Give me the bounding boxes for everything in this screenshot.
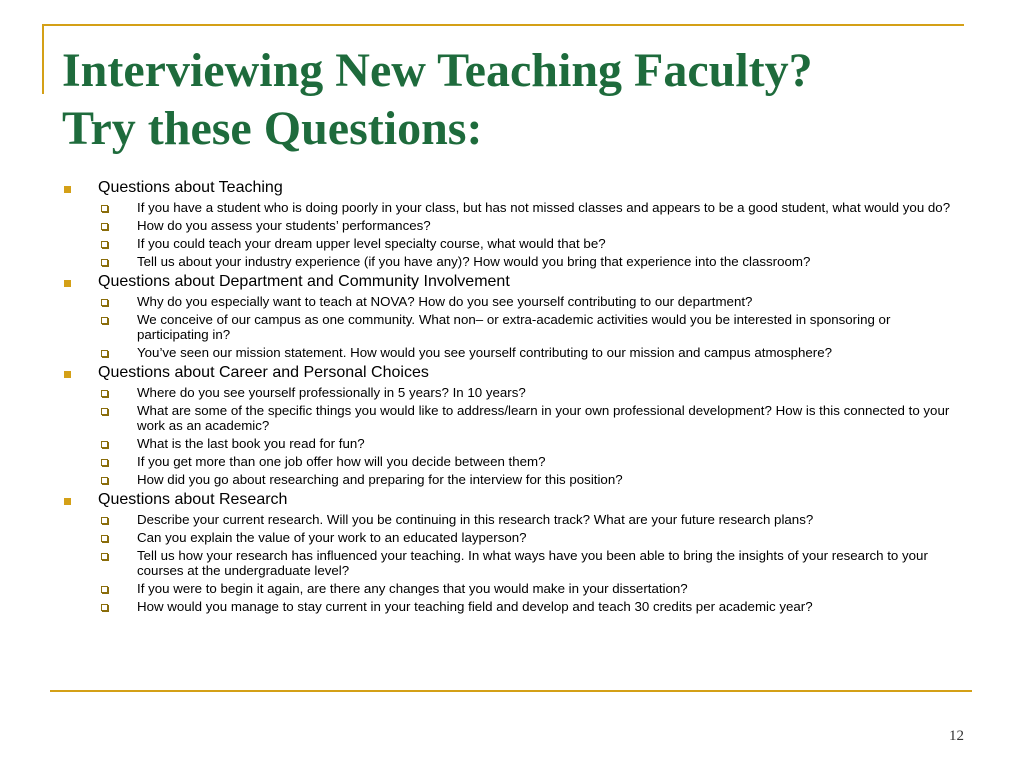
bottom-rule	[50, 690, 972, 692]
question-list	[98, 294, 962, 360]
hollow-square-bullet-icon	[101, 517, 108, 524]
hollow-square-bullet-icon	[101, 477, 108, 484]
section-department-community	[62, 272, 962, 360]
hollow-square-bullet-icon	[101, 317, 108, 324]
hollow-square-bullet-icon	[101, 586, 108, 593]
question-item	[98, 530, 962, 545]
question-text: If you have a student who is doing poorly in your class, but has not missed classes and appears to be a good student, what would you do?	[137, 200, 951, 215]
section-teaching	[62, 178, 962, 269]
question-item	[98, 436, 962, 451]
question-text: Describe your current research. Will you be continuing in this research track? What are your future research plans?	[137, 512, 814, 527]
section-heading: Questions about Career and Personal Choices	[98, 364, 429, 381]
question-item	[98, 200, 962, 215]
hollow-square-bullet-icon	[101, 604, 108, 611]
question-text: How would you manage to stay current in your teaching field and develop and teach 30 credits per academic year?	[137, 599, 813, 614]
question-text: If you could teach your dream upper level specialty course, what would that be?	[137, 236, 606, 251]
question-sections	[62, 178, 962, 617]
slide-title-line-1: Interviewing New Teaching Faculty?	[62, 44, 813, 97]
question-text: Where do you see yourself professionally in 5 years? In 10 years?	[137, 385, 526, 400]
question-text: Tell us how your research has influenced your teaching. In what ways have you been able to bring the insights of your research to your courses at the undergraduate level?	[137, 548, 928, 578]
question-text: We conceive of our campus as one community. What non– or extra-academic activities would you be interested in sponsoring or participating in?	[137, 312, 891, 342]
top-rule	[42, 24, 964, 26]
question-item	[98, 312, 962, 342]
question-item	[98, 385, 962, 400]
hollow-square-bullet-icon	[101, 535, 108, 542]
section-heading: Questions about Research	[98, 491, 288, 508]
hollow-square-bullet-icon	[101, 441, 108, 448]
hollow-square-bullet-icon	[101, 223, 108, 230]
question-item	[98, 581, 962, 596]
question-item	[98, 472, 962, 487]
square-bullet-icon	[64, 371, 71, 378]
square-bullet-icon	[64, 498, 71, 505]
question-item	[98, 599, 962, 614]
question-text: If you were to begin it again, are there any changes that you would make in your dissertation?	[137, 581, 688, 596]
question-text: You’ve seen our mission statement. How would you see yourself contributing to our mission and campus atmosphere?	[137, 345, 833, 360]
question-item	[98, 345, 962, 360]
question-item	[98, 454, 962, 469]
question-item	[98, 294, 962, 309]
question-list	[98, 512, 962, 614]
section-heading: Questions about Teaching	[98, 179, 283, 196]
section-research	[62, 490, 962, 614]
square-bullet-icon	[64, 186, 71, 193]
question-item	[98, 548, 962, 578]
hollow-square-bullet-icon	[101, 241, 108, 248]
question-text: If you get more than one job offer how will you decide between them?	[137, 454, 546, 469]
slide-title	[62, 42, 962, 158]
slide-title-line-2: Try these Questions:	[62, 102, 483, 155]
hollow-square-bullet-icon	[101, 459, 108, 466]
question-list	[98, 385, 962, 487]
page-number: 12	[949, 728, 964, 744]
question-list	[98, 200, 962, 269]
hollow-square-bullet-icon	[101, 299, 108, 306]
square-bullet-icon	[64, 280, 71, 287]
question-text: What is the last book you read for fun?	[137, 436, 365, 451]
question-text: Can you explain the value of your work to an educated layperson?	[137, 530, 527, 545]
hollow-square-bullet-icon	[101, 553, 108, 560]
question-item	[98, 512, 962, 527]
question-item	[98, 236, 962, 251]
question-item	[98, 218, 962, 233]
section-heading: Questions about Department and Community Involvement	[98, 273, 510, 290]
question-item	[98, 403, 962, 433]
question-item	[98, 254, 962, 269]
section-career-personal	[62, 363, 962, 487]
hollow-square-bullet-icon	[101, 205, 108, 212]
hollow-square-bullet-icon	[101, 350, 108, 357]
question-text: Why do you especially want to teach at NOVA? How do you see yourself contributing to our department?	[137, 294, 753, 309]
hollow-square-bullet-icon	[101, 259, 108, 266]
question-text: How did you go about researching and preparing for the interview for this position?	[137, 472, 623, 487]
question-text: How do you assess your students’ performances?	[137, 218, 431, 233]
question-text: Tell us about your industry experience (if you have any)? How would you bring that experience into the classroom?	[137, 254, 811, 269]
hollow-square-bullet-icon	[101, 390, 108, 397]
question-text: What are some of the specific things you would like to address/learn in your own professional development? How is this connected to your work as an academic?	[137, 403, 950, 433]
left-rule	[42, 24, 44, 94]
hollow-square-bullet-icon	[101, 408, 108, 415]
